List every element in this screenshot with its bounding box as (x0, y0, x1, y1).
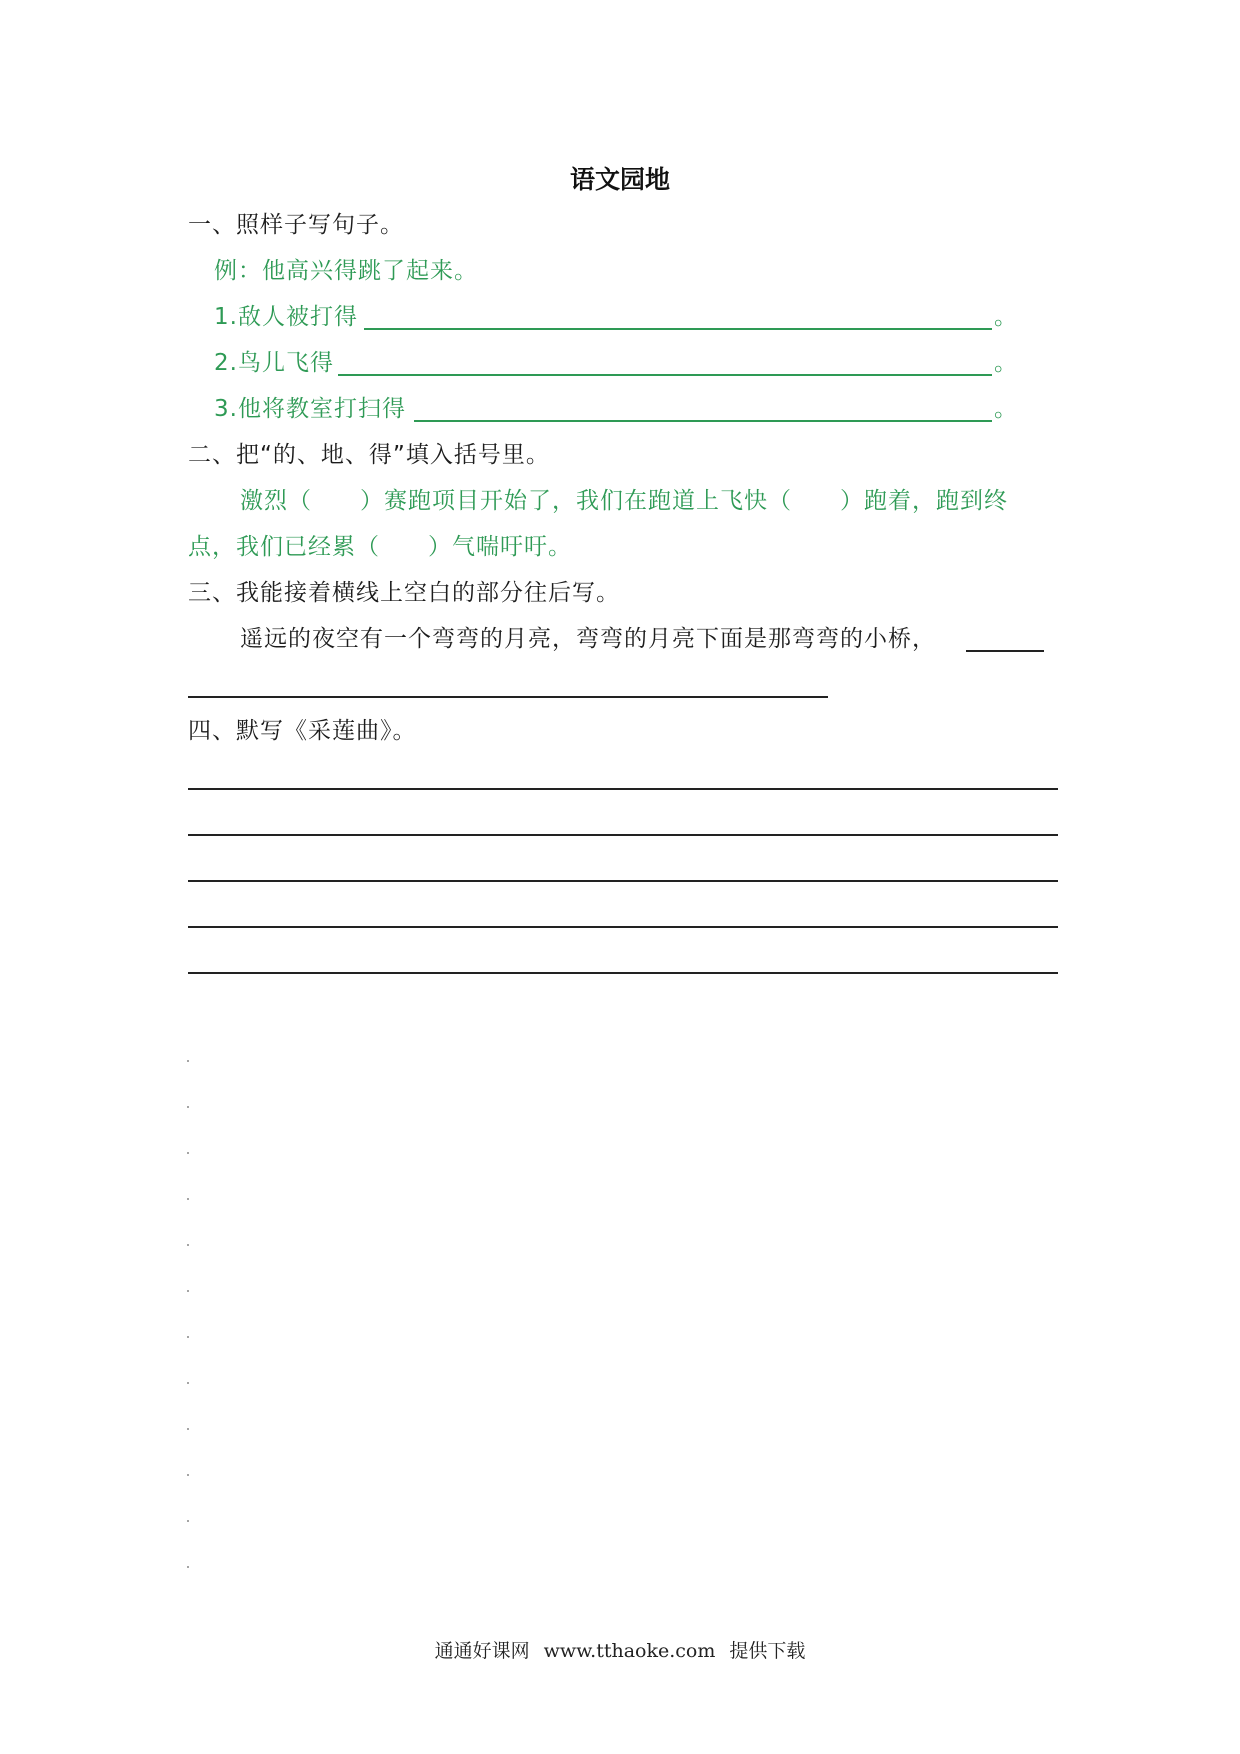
answer-line-1[interactable] (364, 328, 992, 330)
footer-suffix: 提供下载 (729, 1640, 806, 1662)
writing-line-5[interactable] (188, 972, 1058, 974)
writing-line-4[interactable] (188, 926, 1058, 928)
footer-site-name: 通通好课网 (434, 1640, 530, 1662)
blank-line-marker (187, 1336, 189, 1338)
end-mark-2: 。 (994, 350, 1017, 376)
section-2-heading: 二、把“的、地、得”填入括号里。 (188, 442, 550, 468)
blank-line-marker (187, 1290, 189, 1292)
writing-line-1[interactable] (188, 788, 1058, 790)
continuation-line-1[interactable] (966, 650, 1044, 652)
page-footer (0, 1636, 1240, 1663)
section-1-item-3: 3.他将教室打扫得 (214, 396, 406, 422)
footer-url[interactable]: www.tthaoke.com (543, 1640, 716, 1662)
blank-line-marker (187, 1244, 189, 1246)
section-1-item-1: 1.敌人被打得 (214, 304, 358, 330)
end-mark-3: 。 (994, 396, 1017, 422)
continuation-line-2[interactable] (188, 696, 828, 698)
section-2-paragraph-line-2: 点，我们已经累（ ）气喘吁吁。 (188, 534, 572, 560)
blank-line-marker (187, 1382, 189, 1384)
end-mark-1: 。 (994, 304, 1017, 330)
blank-line-marker (187, 1060, 189, 1062)
answer-line-2[interactable] (338, 374, 992, 376)
blank-line-marker (187, 1520, 189, 1522)
blank-line-marker (187, 1152, 189, 1154)
blank-line-marker (187, 1428, 189, 1430)
answer-line-3[interactable] (414, 420, 992, 422)
section-2-paragraph-line-1: 激烈（ ）赛跑项目开始了，我们在跑道上飞快（ ）跑着，跑到终 (240, 488, 1008, 514)
section-3-paragraph: 遥远的夜空有一个弯弯的月亮，弯弯的月亮下面是那弯弯的小桥， (240, 626, 936, 652)
section-1-item-2: 2.鸟儿飞得 (214, 350, 334, 376)
section-4-heading: 四、默写《采莲曲》。 (188, 718, 417, 744)
page-title: 语文园地 (569, 165, 670, 194)
writing-line-2[interactable] (188, 834, 1058, 836)
section-1-example: 例：他高兴得跳了起来。 (214, 258, 478, 284)
blank-line-marker (187, 1198, 189, 1200)
blank-line-marker (187, 1566, 189, 1568)
blank-line-marker (187, 1474, 189, 1476)
blank-line-marker (187, 1106, 189, 1108)
section-3-heading: 三、我能接着横线上空白的部分往后写。 (188, 580, 620, 606)
section-1-heading: 一、照样子写句子。 (188, 212, 404, 238)
writing-line-3[interactable] (188, 880, 1058, 882)
